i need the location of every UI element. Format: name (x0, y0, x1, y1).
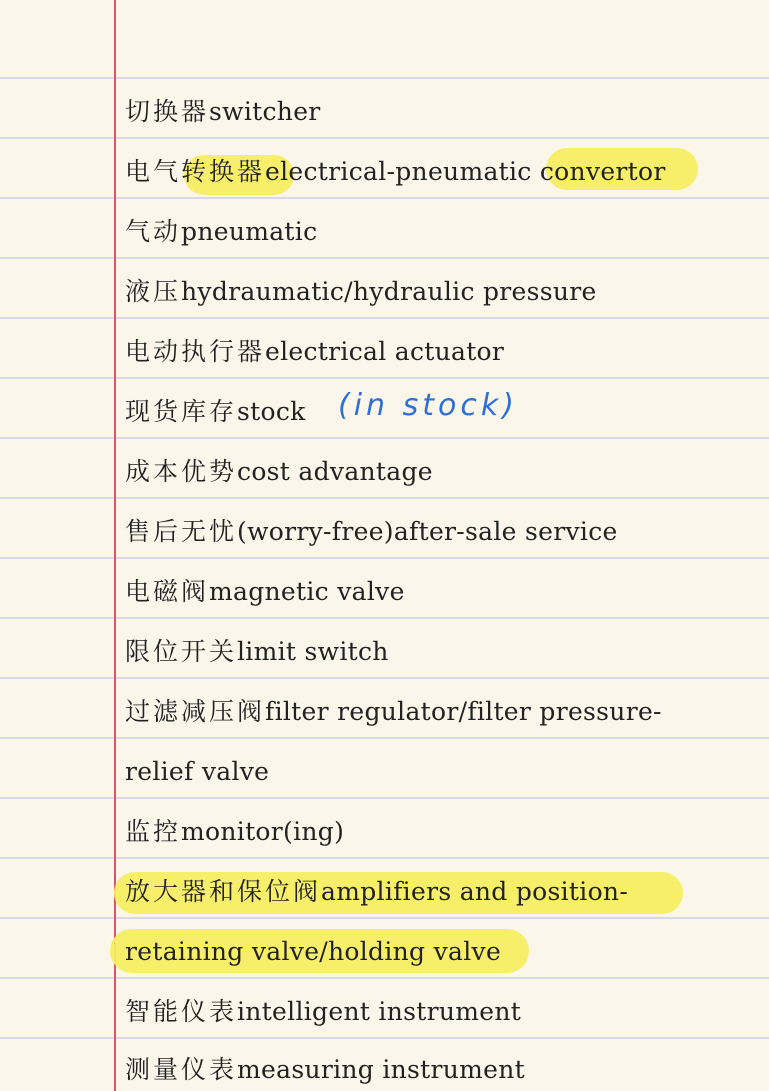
vocab-entry (125, 632, 389, 672)
vocab-entry (125, 392, 306, 432)
term-english: measuring instrument (237, 1055, 526, 1084)
term-chinese: 售后无忧 (125, 517, 238, 546)
vocab-entry (125, 212, 317, 252)
term-english: (worry-free)after-sale service (237, 517, 618, 546)
term-english: retaining valve/holding valve (125, 937, 502, 966)
term-english: magnetic valve (209, 577, 405, 606)
term-english: switcher (209, 97, 321, 126)
term-english: relief valve (125, 757, 270, 786)
term-chinese: 限位开关 (125, 637, 238, 666)
term-english: limit switch (237, 637, 389, 666)
vocab-entry (125, 272, 597, 312)
vocab-entry (125, 872, 628, 912)
handwritten-note: (in stock) (338, 388, 518, 423)
term-chinese: 液压 (125, 277, 182, 306)
term-english: filter regulator/filter pressure- (265, 697, 662, 726)
term-english: amplifiers and position- (321, 877, 629, 906)
term-english: cost advantage (237, 457, 433, 486)
term-chinese: 现货库存 (125, 397, 238, 426)
term-english: electrical-pneumatic convertor (265, 157, 666, 186)
vocab-entry-continuation (125, 752, 269, 792)
term-chinese: 过滤减压阀 (125, 697, 266, 726)
term-english: pneumatic (181, 217, 318, 246)
term-chinese: 智能仪表 (125, 997, 238, 1026)
term-english: monitor(ing) (181, 817, 345, 846)
vocab-entry (125, 332, 504, 372)
term-english: stock (237, 397, 306, 426)
vocab-entry (125, 692, 662, 732)
term-english: electrical actuator (265, 337, 505, 366)
vocab-entry (125, 152, 666, 192)
vocab-entry (125, 572, 405, 612)
term-chinese: 成本优势 (125, 457, 238, 486)
term-chinese: 切换器 (125, 97, 210, 126)
term-chinese: 监控 (125, 817, 182, 846)
term-chinese: 电磁阀 (125, 577, 210, 606)
vocab-entry (125, 452, 433, 492)
vocab-entry (125, 992, 521, 1032)
term-english: intelligent instrument (237, 997, 522, 1026)
term-chinese: 放大器和保位阀 (125, 877, 322, 906)
vocab-entry (125, 92, 321, 132)
term-chinese: 电气转换器 (125, 157, 266, 186)
vocab-entry-continuation (125, 932, 501, 972)
vocab-entry (125, 1050, 525, 1090)
vocab-entry (125, 812, 344, 852)
vocab-entry (125, 512, 618, 552)
term-chinese: 电动执行器 (125, 337, 266, 366)
term-chinese: 气动 (125, 217, 182, 246)
margin-line (114, 0, 116, 1091)
term-english: hydraumatic/hydraulic pressure (181, 277, 597, 306)
term-chinese: 测量仪表 (125, 1055, 238, 1084)
